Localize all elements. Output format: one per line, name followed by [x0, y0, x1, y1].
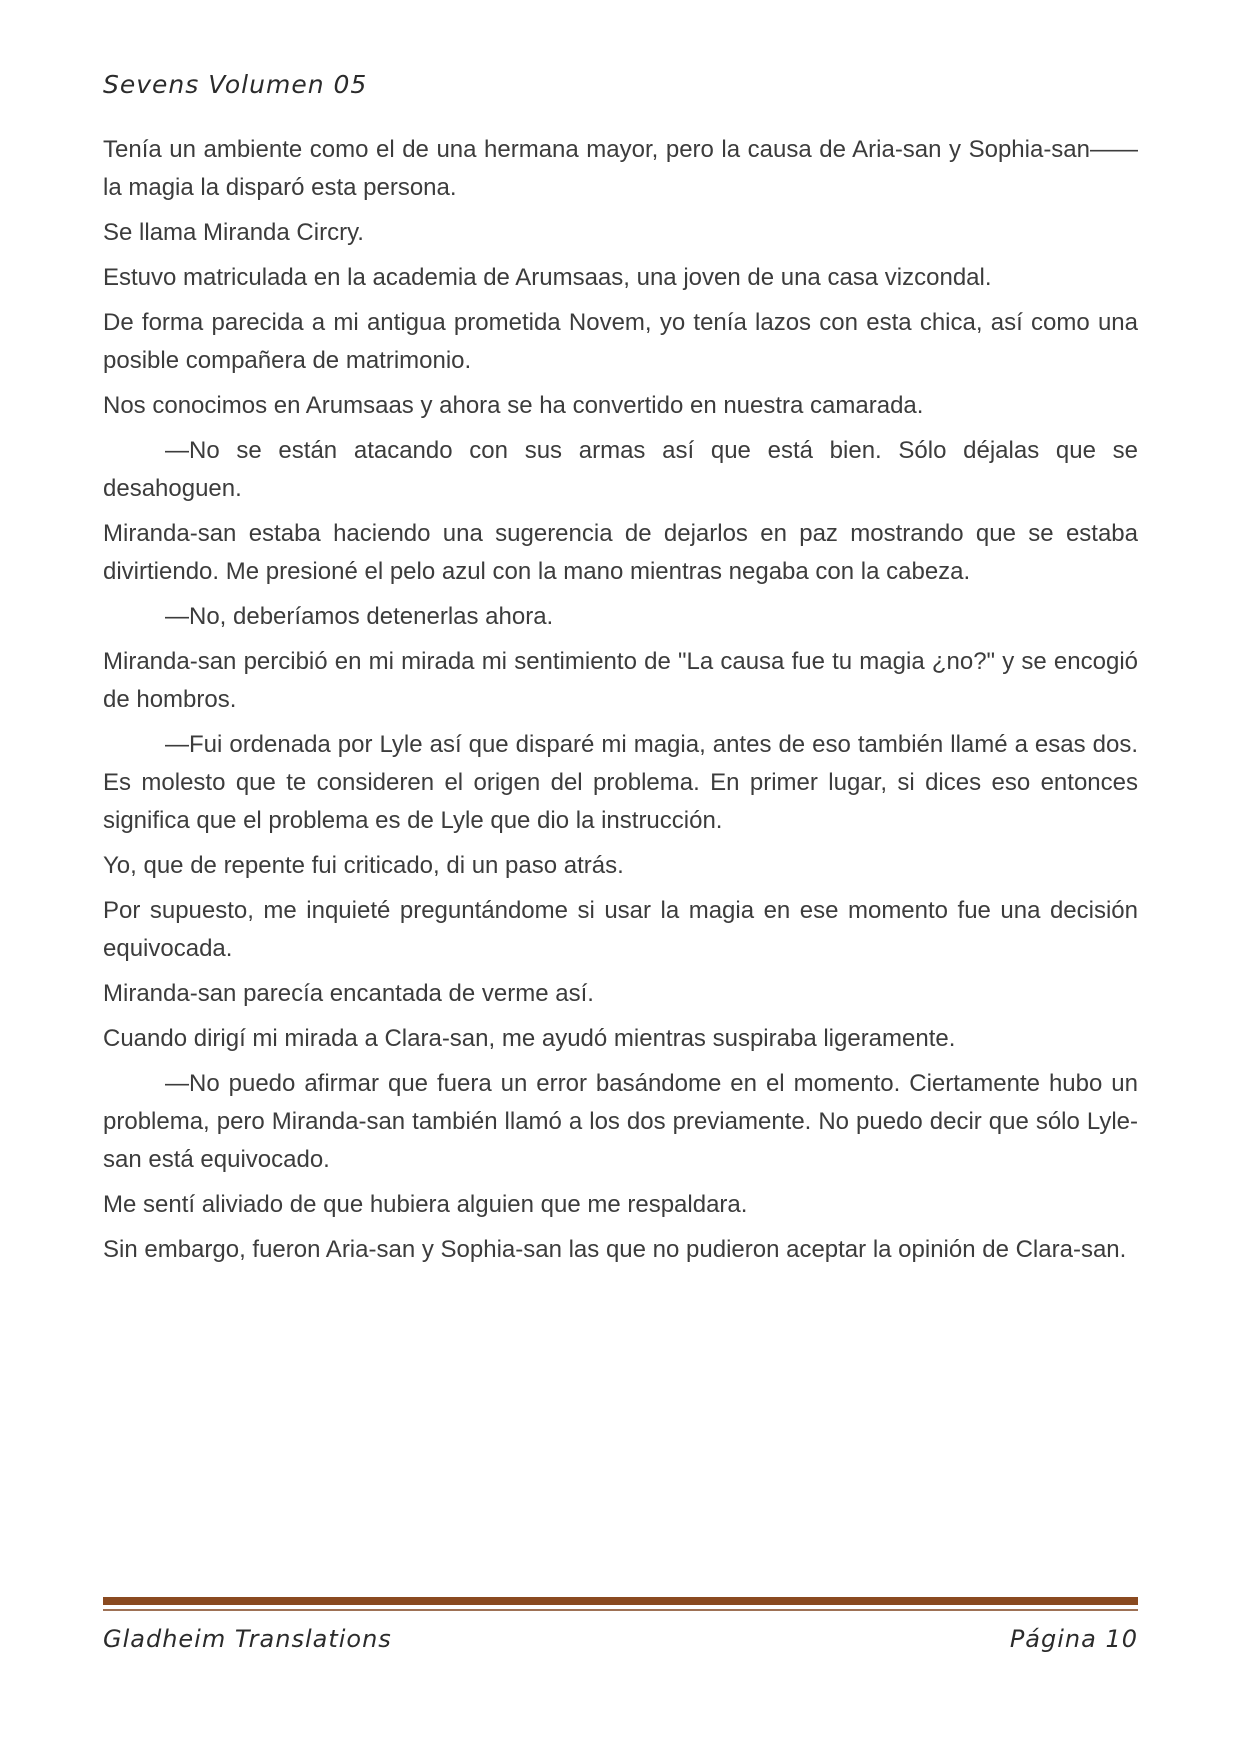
footer-rule	[103, 1597, 1138, 1611]
page-footer	[103, 1597, 1138, 1653]
paragraph: Nos conocimos en Arumsaas y ahora se ha convertido en nuestra camarada.	[103, 392, 924, 419]
dialogue-paragraph: —No puedo afirmar que fuera un error basándome en el momento. Ciertamente hubo un problema, pero Miranda-san también llamó a los dos previamente. No puedo decir que sólo Lyle-san está equivocado.	[103, 1070, 1138, 1173]
paragraph: Miranda-san parecía encantada de verme así.	[103, 980, 594, 1007]
paragraph: Se llama Miranda Circry.	[103, 219, 364, 246]
paragraph: Miranda-san percibió en mi mirada mi sentimiento de "La causa fue tu magia ¿no?" y se encogió de hombros.	[103, 648, 1138, 713]
footer-page-number: Página 10	[1009, 1625, 1138, 1653]
page-header	[103, 70, 1138, 99]
paragraph: Me sentí aliviado de que hubiera alguien que me respaldara.	[103, 1191, 748, 1218]
footer-translator: Gladheim Translations	[103, 1625, 392, 1653]
footer-text-row	[103, 1625, 1138, 1653]
header-title: Sevens Volumen 05	[103, 70, 368, 99]
paragraph: De forma parecida a mi antigua prometida Novem, yo tenía lazos con esta chica, así como una posible compañera de matrimonio.	[103, 309, 1138, 374]
page-body	[103, 131, 1138, 1276]
footer-rule-thin	[103, 1609, 1138, 1611]
paragraph: Tenía un ambiente como el de una hermana mayor, pero la causa de Aria-san y Sophia-san—— la magia la disparó esta persona.	[103, 136, 1138, 201]
dialogue-paragraph: —Fui ordenada por Lyle así que disparé mi magia, antes de eso también llamé a esas dos. Es molesto que te consideren el origen del problema. En primer lugar, si dices eso entonces significa que el problema es de Lyle que dio la instrucción.	[103, 731, 1138, 834]
paragraph: Por supuesto, me inquieté preguntándome si usar la magia en ese momento fue una decisión equivocada.	[103, 897, 1138, 962]
footer-rule-thick	[103, 1597, 1138, 1605]
paragraph: Cuando dirigí mi mirada a Clara-san, me ayudó mientras suspiraba ligeramente.	[103, 1025, 956, 1052]
paragraph: Sin embargo, fueron Aria-san y Sophia-san las que no pudieron aceptar la opinión de Clara-san.	[103, 1236, 1127, 1263]
paragraph: Estuvo matriculada en la academia de Arumsaas, una joven de una casa vizcondal.	[103, 264, 992, 291]
dialogue-paragraph: —No se están atacando con sus armas así que está bien. Sólo déjalas que se desahoguen.	[103, 437, 1138, 502]
paragraph: Yo, que de repente fui criticado, di un paso atrás.	[103, 852, 624, 879]
dialogue-paragraph: —No, deberíamos detenerlas ahora.	[165, 603, 554, 630]
paragraph: Miranda-san estaba haciendo una sugerencia de dejarlos en paz mostrando que se estaba divirtiendo. Me presioné el pelo azul con la mano mientras negaba con la cabeza.	[103, 520, 1138, 585]
